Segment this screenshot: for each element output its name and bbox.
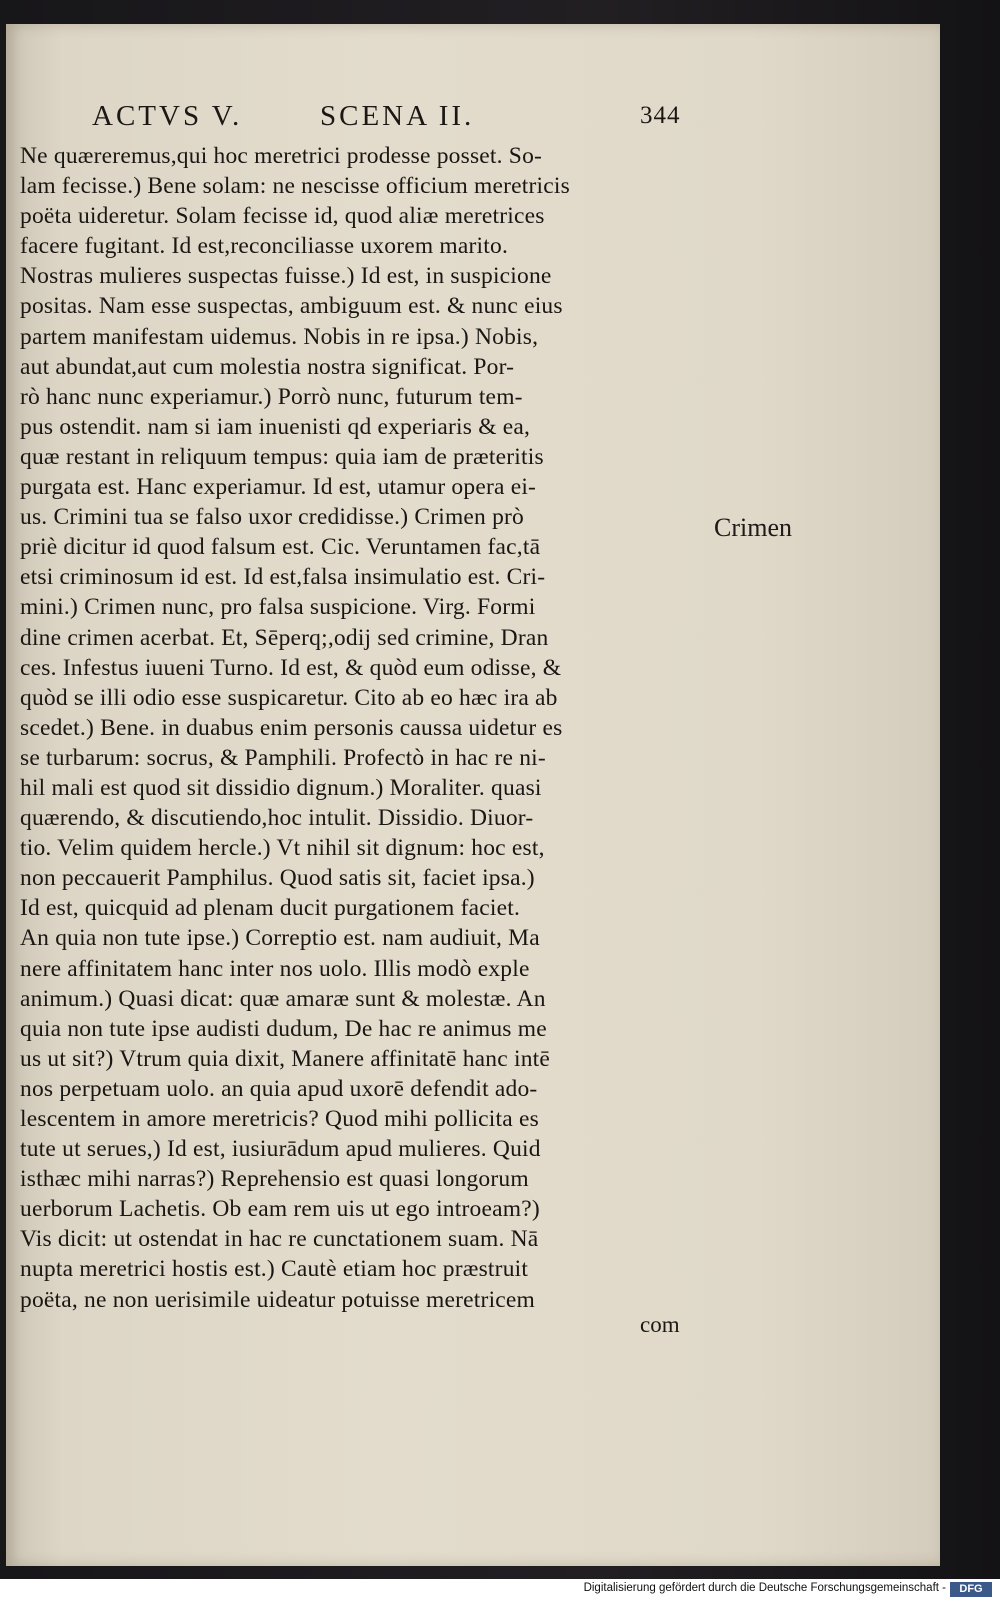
text-line: Ne quæreremus,qui hoc meretrici prodesse posset. So- (20, 143, 543, 169)
text-line: tio. Velim quidem hercle.) Vt nihil sit dignum: hoc est, (20, 835, 545, 862)
text-line: us ut sit?) Vtrum quia dixit, Manere affinitatē hanc intē (20, 1045, 551, 1072)
text-line: pus ostendit. nam si iam inuenisti qd experiaris & ea, (20, 413, 531, 440)
text-line: lescentem in amore meretricis? Quod mihi pollicita es (20, 1106, 539, 1132)
text-line: rò hanc nunc experiamur.) Porrò nunc, futurum tem- (20, 383, 523, 410)
text-line: positas. Nam esse suspectas, ambiguum est. & nunc eius (20, 293, 563, 320)
text-line: Id est, quicquid ad plenam ducit purgationem faciet. (20, 895, 521, 922)
text-line: etsi criminosum id est. Id est,falsa insimulatio est. Cri- (20, 564, 546, 591)
text-line: tute ut serues,) Id est, iusiurādum apud mulieres. Quid (20, 1136, 541, 1163)
text-line: purgata est. Hanc experiamur. Id est, utamur opera ei- (20, 474, 537, 501)
text-line: quia non tute ipse audisti dudum, De hac re animus me (20, 1015, 547, 1042)
text-line: Vis dicit: ut ostendat in hac re cunctationem suam. Nā (20, 1226, 539, 1253)
footer-credit: Digitalisierung gefördert durch die Deutsche Forschungsgemeinschaft - (583, 1582, 946, 1594)
text-line: scedet.) Bene. in duabus enim personis caussa uidetur es (20, 714, 563, 741)
text-line: quòd se illi odio esse suspicaretur. Cito ab eo hæc ira ab (20, 684, 558, 711)
text-line: lam fecisse.) Bene solam: ne nescisse officium meretricis (20, 173, 570, 200)
text-line: aut abundat,aut cum molestia nostra significat. Por- (20, 353, 515, 380)
text-line: dine crimen acerbat. Et, Sēperq;,odij sed crimine, Dran (20, 624, 549, 651)
text-line: nere affinitatem hanc inter nos uolo. Illis modò exple (20, 955, 530, 982)
running-head-act: ACTVS V. (92, 100, 243, 132)
text-line: mini.) Crimen nunc, pro falsa suspicione. Virg. Formi (20, 594, 536, 621)
text-line: quærendo, & discutiendo,hoc intulit. Dissidio. Diuor- (20, 805, 534, 832)
text-line: se turbarum: socrus, & Pamphili. Profectò in hac re ni- (20, 744, 546, 771)
text-line: priè dicitur id quod falsum est. Cic. Veruntamen fac,tā (20, 534, 541, 561)
marginal-note: Crimen (714, 513, 792, 542)
text-line: us. Crimini tua se falso uxor credidisse.) Crimen prò (20, 504, 525, 531)
text-line: hil mali est quod sit dissidio dignum.) Moraliter. quasi (20, 774, 542, 801)
catchword: com (640, 1312, 680, 1337)
text-line: facere fugitant. Id est,reconciliasse uxorem marito. (20, 233, 509, 260)
running-head-scene: SCENA II. (320, 100, 475, 132)
commentary-text (20, 141, 700, 1315)
text-line: quæ restant in reliquum tempus: quia iam de præteritis (20, 443, 544, 470)
text-line: partem manifestam uidemus. Nobis in re ipsa.) Nobis, (20, 323, 539, 350)
text-line: An quia non tute ipse.) Correptio est. nam audiuit, Ma (20, 925, 540, 952)
text-line: animum.) Quasi dicat: quæ amaræ sunt & molestæ. An (20, 985, 546, 1012)
text-line: poëta, ne non uerisimile uideatur potuisse meretricem (20, 1286, 536, 1313)
digitization-footer (0, 1579, 1000, 1601)
text-line: isthæc mihi narras?) Reprehensio est quasi longorum (20, 1166, 529, 1193)
text-line: ces. Infestus iuueni Turno. Id est, & quòd eum odisse, & (20, 654, 562, 681)
text-line: nupta meretrici hostis est.) Cautè etiam hoc præstruit (20, 1256, 529, 1283)
text-line: uerborum Lachetis. Ob eam rem uis ut ego introeam?) (20, 1196, 540, 1223)
text-line: non peccauerit Pamphilus. Quod satis sit, faciet ipsa.) (20, 865, 535, 892)
text-line: poëta uideretur. Solam fecisse id, quod aliæ meretrices (20, 203, 545, 230)
text-line: Nostras mulieres suspectas fuisse.) Id est, in suspicione (20, 263, 552, 290)
dfg-logo: DFG (950, 1582, 992, 1597)
running-head (92, 100, 692, 140)
folio-number: 344 (640, 102, 681, 129)
text-line: nos perpetuam uolo. an quia apud uxorē defendit ado- (20, 1075, 538, 1102)
